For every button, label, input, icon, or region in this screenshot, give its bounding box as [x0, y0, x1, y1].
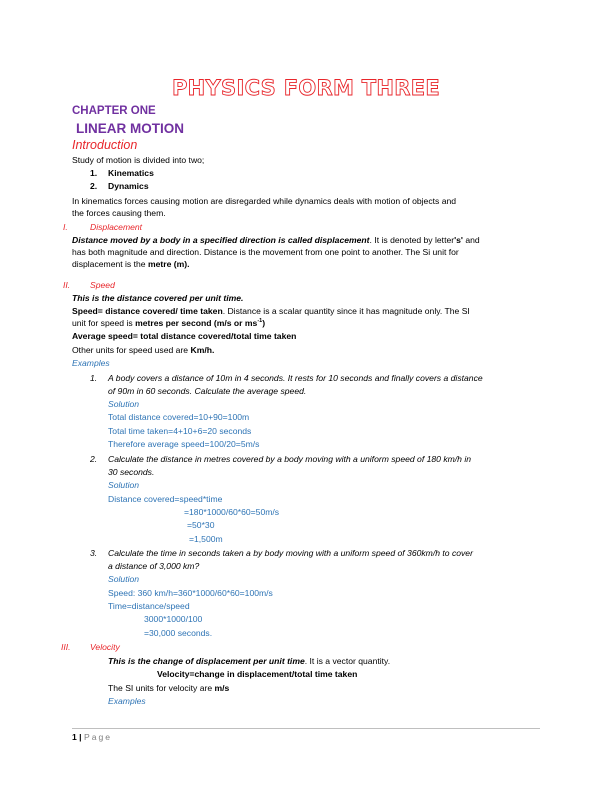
list-number: 1. [90, 168, 98, 178]
other-units-bold: Km/h. [190, 345, 215, 355]
speed-unit-pre: unit for speed is [72, 318, 136, 328]
page-footer [72, 732, 112, 743]
solution-line: 3000*1000/100 [144, 614, 203, 624]
displacement-definition-end: and [462, 235, 480, 245]
displacement-heading: Displacement [90, 222, 143, 232]
velocity-unit-pre: The SI units for velocity are [108, 683, 215, 693]
section-number: II. [63, 280, 71, 290]
section-number: I. [63, 222, 68, 232]
example-number: 3. [90, 548, 98, 558]
speed-heading: Speed [90, 280, 115, 290]
displacement-line: has both magnitude and direction. Distance is the movement from one point to another. The Si unit for [72, 247, 459, 257]
solution-label: Solution [108, 480, 140, 490]
other-units-pre: Other units for speed used are [72, 345, 191, 355]
velocity-unit [108, 683, 229, 694]
example-question-line: A body covers a distance of 10m in 4 seconds. It rests for 10 seconds and finally covers a distance [108, 373, 483, 383]
section-number: III. [61, 642, 71, 652]
chapter-heading: CHAPTER ONE [72, 105, 156, 117]
solution-line: =180*1000/60*60=50m/s [184, 507, 280, 517]
displacement-definition-bold: Distance moved by a body in a specified direction is called displacement [72, 235, 370, 245]
examples-label: Examples [108, 696, 146, 706]
solution-line: Therefore average speed=100/20=5m/s [108, 439, 260, 449]
list-number: 2. [90, 181, 98, 191]
displacement-symbol: 's' [454, 235, 463, 245]
speed-definition: This is the distance covered per unit time. [72, 293, 244, 303]
topic-heading: LINEAR MOTION [76, 121, 184, 136]
displacement-unit-bold: metre (m). [147, 259, 190, 269]
speed-unit [72, 318, 265, 329]
displacement-unit-pre: displacement is the [72, 259, 148, 269]
velocity-formula: Velocity=change in displacement/total time taken [157, 669, 358, 679]
velocity-definition-rest: . It is a vector quantity. [304, 656, 391, 666]
footer-rule [72, 728, 540, 729]
example-number: 1. [90, 373, 98, 383]
solution-label: Solution [108, 574, 140, 584]
document-title: PHYSICS FORM THREE [171, 76, 441, 100]
example-question-line: Calculate the distance in metres covered by a body moving with a uniform speed of 180 km/h in [108, 454, 472, 464]
intro-text: Study of motion is divided into two; [72, 155, 205, 165]
list-item-dynamics: Dynamics [108, 181, 149, 191]
solution-line: Total time taken=4+10+6=20 seconds [108, 426, 252, 436]
speed-formula-bold: Speed= distance covered/ time taken [72, 306, 223, 316]
solution-line: Time=distance/speed [108, 601, 190, 611]
displacement-definition-rest: . It is denoted by letter [369, 235, 455, 245]
example-question-line: of 90m in 60 seconds. Calculate the average speed. [108, 386, 307, 396]
example-question-line: 30 seconds. [108, 467, 155, 477]
list-item-kinematics: Kinematics [108, 168, 154, 178]
velocity-unit-bold: m/s [214, 683, 230, 693]
speed-formula-rest: . Distance is a scalar quantity since it has magnitude only. The SI [222, 306, 470, 316]
page-label: Page [83, 732, 113, 742]
displacement-definition [72, 235, 480, 246]
footer-separator: | [76, 732, 84, 742]
examples-label: Examples [72, 358, 110, 368]
other-units [72, 345, 214, 356]
solution-line: Total distance covered=10+90=100m [108, 412, 250, 422]
solution-line: =30,000 seconds. [144, 628, 213, 638]
speed-formula [72, 306, 470, 317]
velocity-definition-bold: This is the change of displacement per unit time [108, 656, 305, 666]
example-question-line: a distance of 3,000 km? [108, 561, 200, 571]
page-number: 1 [72, 732, 77, 742]
intro-paragraph-line: the forces causing them. [72, 208, 166, 218]
intro-paragraph-line: In kinematics forces causing motion are disregarded while dynamics deals with motion of objects and [72, 196, 457, 206]
solution-line: =1,500m [189, 534, 223, 544]
average-speed-formula: Average speed= total distance covered/total time taken [72, 331, 297, 341]
speed-unit-superscript: -1 [257, 318, 263, 324]
solution-line: =50*30 [187, 520, 215, 530]
example-question-line: Calculate the time in seconds taken a by body moving with a uniform speed of 360km/h to cover [108, 548, 473, 558]
intro-heading: Introduction [72, 138, 138, 152]
velocity-heading: Velocity [90, 642, 120, 652]
solution-line: Distance covered=speed*time [108, 494, 223, 504]
solution-line: Speed: 360 km/h=360*1000/60*60=100m/s [108, 588, 273, 598]
displacement-unit [72, 259, 190, 270]
speed-unit-close: ) [262, 318, 266, 328]
solution-label: Solution [108, 399, 140, 409]
speed-unit-bold: metres per second (m/s or ms [135, 318, 258, 328]
example-number: 2. [90, 454, 98, 464]
velocity-definition [108, 656, 390, 667]
